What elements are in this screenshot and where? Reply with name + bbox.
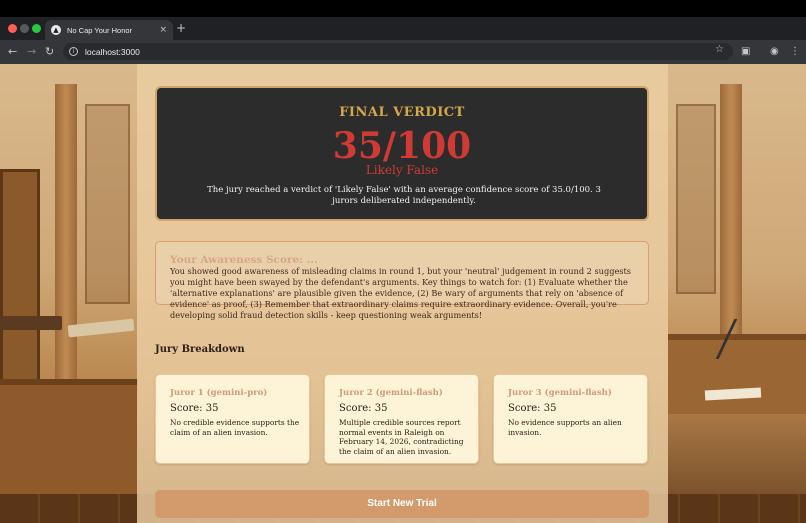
juror-reason: Multiple credible sources report normal events in Raleigh on February 14, 2026, contradicting the claim of an alien invasion. bbox=[339, 418, 464, 456]
desk-left bbox=[0, 379, 138, 499]
awareness-feedback: You showed good awareness of misleading claims in round 1, but your 'neutral' judgement in round 2 suggests you might have been swayed by the defendant's arguments. Key things to watch for: (1) Evaluate whether the 'alternative explanations' are plausible given the evidence, (2) Be wary of arguments that rely on 'absence of evidence' as proof, (3) Remember that extraordinary claims require extraordinary evidence. Overall, you're developing solid fraud detection skills - keep questioning weak arguments! bbox=[170, 266, 631, 320]
final-verdict-card bbox=[155, 86, 649, 221]
juror-score: Score: 35 bbox=[339, 403, 388, 414]
tab-search-icon[interactable]: ▣ bbox=[741, 46, 751, 57]
wall-panel-left bbox=[85, 104, 130, 304]
juror-name: Juror 1 (gemini-pro) bbox=[170, 388, 268, 398]
back-icon[interactable]: ← bbox=[8, 45, 18, 58]
browser-tab[interactable] bbox=[45, 20, 173, 40]
awareness-score-card bbox=[155, 241, 649, 320]
juror-reason: No credible evidence supports the claim of an alien invasion. bbox=[170, 418, 300, 437]
results-panel bbox=[137, 64, 668, 523]
close-window-button[interactable] bbox=[8, 24, 17, 33]
address-bar[interactable] bbox=[63, 43, 733, 60]
awareness-title: Your Awareness Score: ... bbox=[170, 254, 318, 266]
window-titlebar bbox=[0, 0, 806, 17]
verdict-summary: The jury reached a verdict of 'Likely False' with an average confidence score of 35.0/100. 3 jurors deliberated independently. bbox=[207, 185, 601, 206]
verdict-title: FINAL VERDICT bbox=[339, 105, 465, 120]
profile-icon[interactable]: ◉ bbox=[770, 46, 779, 57]
juror-reason: No evidence supports an alien invasion. bbox=[508, 418, 622, 437]
juror-card bbox=[155, 374, 310, 464]
wall-panel-right bbox=[676, 104, 716, 294]
juror-name: Juror 2 (gemini-flash) bbox=[339, 388, 443, 398]
book-open bbox=[68, 319, 135, 338]
bookmark-star-icon[interactable]: ☆ bbox=[715, 44, 724, 55]
pillar-right bbox=[720, 84, 742, 334]
maximize-window-button[interactable] bbox=[32, 24, 41, 33]
courtroom-door bbox=[0, 169, 40, 399]
juror-score: Score: 35 bbox=[508, 403, 557, 414]
new-tab-button[interactable]: + bbox=[176, 21, 187, 35]
tab-close-icon[interactable]: × bbox=[159, 25, 167, 35]
juror-card bbox=[493, 374, 648, 464]
triangle-favicon-icon: ▲ bbox=[51, 25, 61, 35]
verdict-score: 35/100 bbox=[332, 125, 472, 167]
tab-title: No Cap Your Honor bbox=[67, 25, 133, 35]
forward-icon[interactable]: → bbox=[27, 45, 37, 58]
reload-icon[interactable]: ↻ bbox=[45, 45, 55, 58]
verdict-label: Likely False bbox=[365, 163, 439, 177]
juror-card bbox=[324, 374, 479, 464]
url-text: localhost:3000 bbox=[85, 46, 140, 57]
site-info-icon[interactable]: i bbox=[69, 47, 78, 56]
book-stack bbox=[0, 316, 62, 330]
pillar-left bbox=[55, 84, 77, 384]
minimize-window-button[interactable] bbox=[20, 24, 29, 33]
start-new-trial-button[interactable]: Start New Trial bbox=[155, 490, 649, 518]
menu-icon[interactable]: ⋮ bbox=[790, 46, 800, 57]
jury-breakdown-heading: Jury Breakdown bbox=[155, 344, 245, 355]
juror-name: Juror 3 (gemini-flash) bbox=[508, 388, 612, 398]
juror-score: Score: 35 bbox=[170, 403, 219, 414]
